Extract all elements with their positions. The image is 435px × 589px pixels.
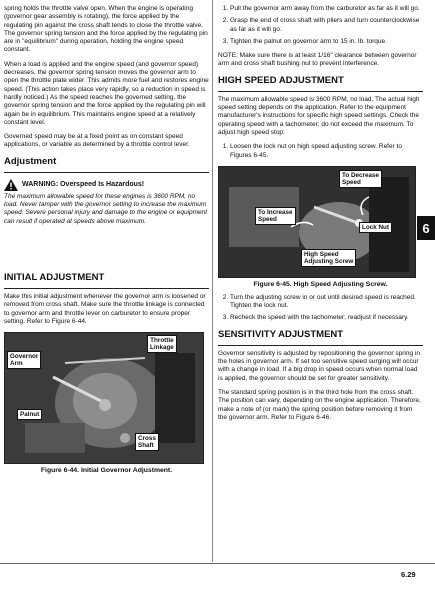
adjusting-screw-label: High Speed Adjusting Screw: [301, 249, 356, 267]
paragraph: Governor sensitivity is adjusted by repositioning the governor spring in the holes in governor arm. If set too sensitive speed surging will occur with a change in load. If a big drop in speed occurs when normal load is applied, the governor should be set for greater sensitivity.: [218, 349, 420, 382]
section-tab: 6: [417, 216, 435, 240]
list-item: 3. Tighten the palnut on governor arm to 15 in. lb. torque.: [230, 38, 423, 46]
steps-list-3: [218, 294, 423, 323]
governor-arm-label: Governor Arm: [7, 351, 41, 369]
warning-icon: [4, 179, 18, 191]
lock-nut-label: Lock Nut: [359, 222, 392, 233]
cross-shaft-label: Cross Shaft: [135, 433, 159, 451]
steps-list-1: [218, 5, 423, 46]
list-item: 2. Turn the adjusting screw in or out until desired speed is reached. Tighten the lock nut.: [230, 294, 423, 311]
throttle-linkage-label: Throttle Linkage: [147, 335, 177, 353]
steps-list-2: [218, 143, 423, 160]
heading-rule: [218, 91, 423, 92]
initial-adjustment-heading: INITIAL ADJUSTMENT: [4, 271, 105, 283]
column-divider: [212, 0, 213, 562]
page-number: 6.29: [401, 570, 416, 579]
paragraph: Make this initial adjustment whenever the governor arm is loosened or removed from cross shaft. Make sure the throttle linkage is connected to governor arm and throttle lever on carburetor to ensure proper setting. Refer to Figure 6-44.: [4, 292, 206, 325]
list-item: 2. Grasp the end of cross shaft with pliers and turn counterclockwise as far as it will go.: [230, 17, 423, 34]
paragraph: The standard spring position is in the third hole from the cross shaft. The position can vary, depending on the engine application. Therefore, make a note of (or mark) the spring position before removing it from the governor arm. Refer to Figure 6-46.: [218, 388, 421, 421]
warning-body: The maximum allowable speed for these engines is 3600 RPM, no load. Never tamper with the governor setting to increase the maximum speed. Severe personal injury and damage to the engine or equipment can result if operated at speeds above maximum.: [4, 192, 208, 225]
figure-6-44-caption: Figure 6-44. Initial Governor Adjustment.: [40, 467, 173, 475]
paragraph: The maximum allowable speed is 3600 RPM, no load. The actual high speed setting depends on the application. Refer to the equipment manufacturer's instructions for specific high speed settings. Check the operating speed with a tachometer; do not exceed the maximum. To adjust high speed stop:: [218, 95, 420, 136]
sensitivity-heading: SENSITIVITY ADJUSTMENT: [218, 328, 344, 340]
warning-title-text: WARNING: Overspeed Is Hazardous!: [22, 181, 145, 189]
left-column: [4, 5, 209, 480]
warning-title: [4, 179, 209, 191]
increase-speed-label: To Increase Speed: [255, 207, 296, 225]
figure-6-44-photo: [4, 332, 204, 464]
decrease-speed-label: To Decrease Speed: [339, 170, 382, 188]
right-column: [218, 5, 423, 428]
heading-rule: [4, 288, 209, 289]
heading-rule: [4, 172, 209, 173]
list-item: 1. Pull the governor arm away from the carburetor as far as it will go.: [230, 5, 423, 13]
high-speed-heading: HIGH SPEED ADJUSTMENT: [218, 74, 344, 86]
paragraph: Governed speed may be at a fixed point as on constant speed applications, or variable as determined by a throttle control lever.: [4, 133, 190, 149]
paragraph: spring holds the throttle valve open. When the engine is operating (governor gear assembly is rotating), the force applied by the regulating pin against the cross shaft tends to close the throttle valve. The governor spring tension and the force applied by the regulating pin are in "equilibrium" during operation, holding the engine speed constant.: [4, 5, 208, 54]
figure-6-45-caption: Figure 6-45. High Speed Adjusting Screw.: [253, 280, 388, 288]
paragraph: When a load is applied and the engine speed (and governor speed) decreases, the governor spring tension moves the governor arm to open the throttle plate wider. This admits more fuel and restores engine speed. (This action takes place very rapidly, so a reduction in speed is hardly noticed.) As the speed reaches the governed setting, the governor spring tension and the force applied by the regulating pin will again be in equilibrium. This maintains engine speed at a relatively constant level.: [4, 60, 209, 126]
note: NOTE: Make sure there is at least 1/16" clearance between governor arm and cross shaft bushing nut to prevent interference.: [218, 52, 417, 68]
figure-6-45-photo: [218, 166, 416, 278]
footer-rule: [0, 563, 435, 564]
heading-rule: [218, 345, 423, 346]
list-item: 1. Loosen the lock nut on high speed adjusting screw. Refer to Figures 6-45.: [230, 143, 423, 160]
palnut-label: Palnut: [17, 409, 42, 420]
adjustment-heading: Adjustment: [4, 155, 57, 167]
list-item: 3. Recheck the speed with the tachometer; readjust if necessary.: [230, 314, 423, 322]
